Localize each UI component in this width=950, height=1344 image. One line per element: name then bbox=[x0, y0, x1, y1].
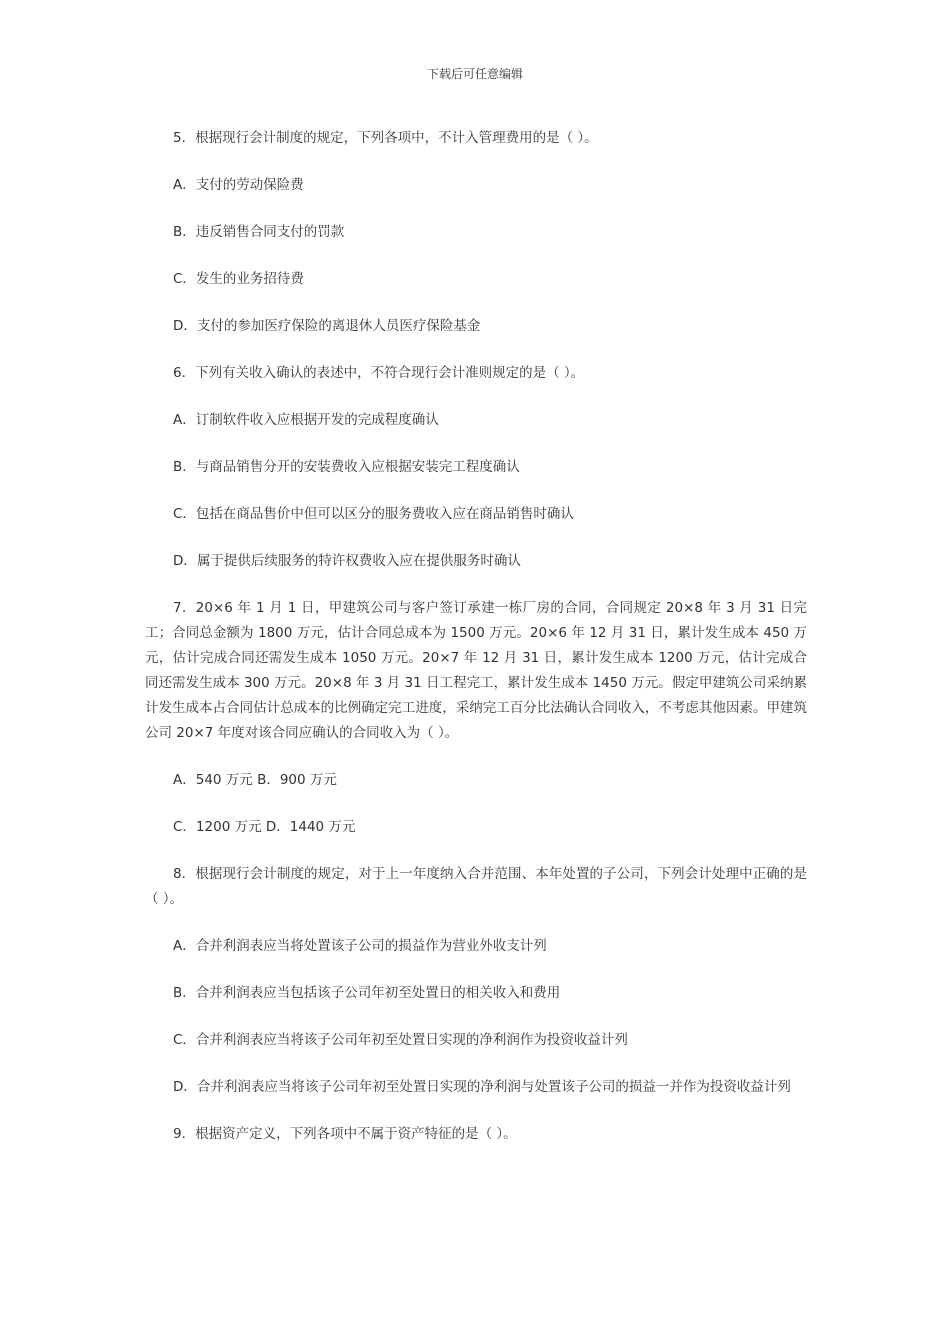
question-5-option-d: D．支付的参加医疗保险的离退休人员医疗保险基金 bbox=[173, 318, 481, 334]
page-header: 下载后可任意编辑 bbox=[426, 67, 523, 81]
question-5-option-b: B．违反销售合同支付的罚款 bbox=[173, 224, 345, 240]
question-8-stem: 8．根据现行会计制度的规定，对于上一年度纳入合并范围、本年处置的子公司，下列会计处理中正确的是（ ）。 bbox=[145, 866, 807, 907]
question-7-options-cd: C．1200 万元 D．1440 万元 bbox=[173, 819, 356, 835]
question-8-option-b: B．合并利润表应当包括该子公司年初至处置日的相关收入和费用 bbox=[173, 985, 561, 1001]
document-body bbox=[145, 126, 807, 1169]
question-6-option-d: D．属于提供后续服务的特许权费收入应在提供服务时确认 bbox=[173, 553, 521, 569]
question-6-option-b: B．与商品销售分开的安装费收入应根据安装完工程度确认 bbox=[173, 459, 520, 475]
question-6-option-a: A．订制软件收入应根据开发的完成程度确认 bbox=[173, 412, 439, 428]
question-5-option-c: C．发生的业务招待费 bbox=[173, 271, 304, 287]
question-7-stem: 7．20×6 年 1 月 1 日，甲建筑公司与客户签订承建一栋厂房的合同，合同规定 20×8 年 3 月 31 日完工；合同总金额为 1800 万元，估计合同总成本为 1500 万元。20×6 年 12 月 31 日，累计发生成本 450 万元，估计完成合同还需发生成本 1050 万元。20×7 年 12 月 31 日，累计发生成本 1200 万元，估计完成合同还需发生成本 300 万元。20×8 年 3 月 31 日工程完工，累计发生成本 1450 万元。假定甲建筑公司采纳累计发生成本占合同估计总成本的比例确定完工进度，采纳完工百分比法确认合同收入，不考虑其他因素。甲建筑公司 20×7 年度对该合同应确认的合同收入为（ ）。 bbox=[145, 600, 807, 741]
question-7-options-ab: A．540 万元 B．900 万元 bbox=[173, 772, 337, 788]
question-8-option-a: A．合并利润表应当将处置该子公司的损益作为营业外收支计列 bbox=[173, 938, 547, 954]
question-8-option-d: D．合并利润表应当将该子公司年初至处置日实现的净利润与处置该子公司的损益一并作为投资收益计列 bbox=[173, 1079, 791, 1095]
question-8-option-c: C．合并利润表应当将该子公司年初至处置日实现的净利润作为投资收益计列 bbox=[173, 1032, 628, 1048]
question-5-option-a: A．支付的劳动保险费 bbox=[173, 177, 304, 193]
question-5-stem: 5．根据现行会计制度的规定，下列各项中，不计入管理费用的是（ ）。 bbox=[173, 130, 598, 146]
question-9-stem: 9．根据资产定义，下列各项中不属于资产特征的是（ ）。 bbox=[173, 1126, 517, 1142]
question-6-option-c: C．包括在商品售价中但可以区分的服务费收入应在商品销售时确认 bbox=[173, 506, 574, 522]
question-6-stem: 6．下列有关收入确认的表述中，不符合现行会计准则规定的是（ ）。 bbox=[173, 365, 585, 381]
